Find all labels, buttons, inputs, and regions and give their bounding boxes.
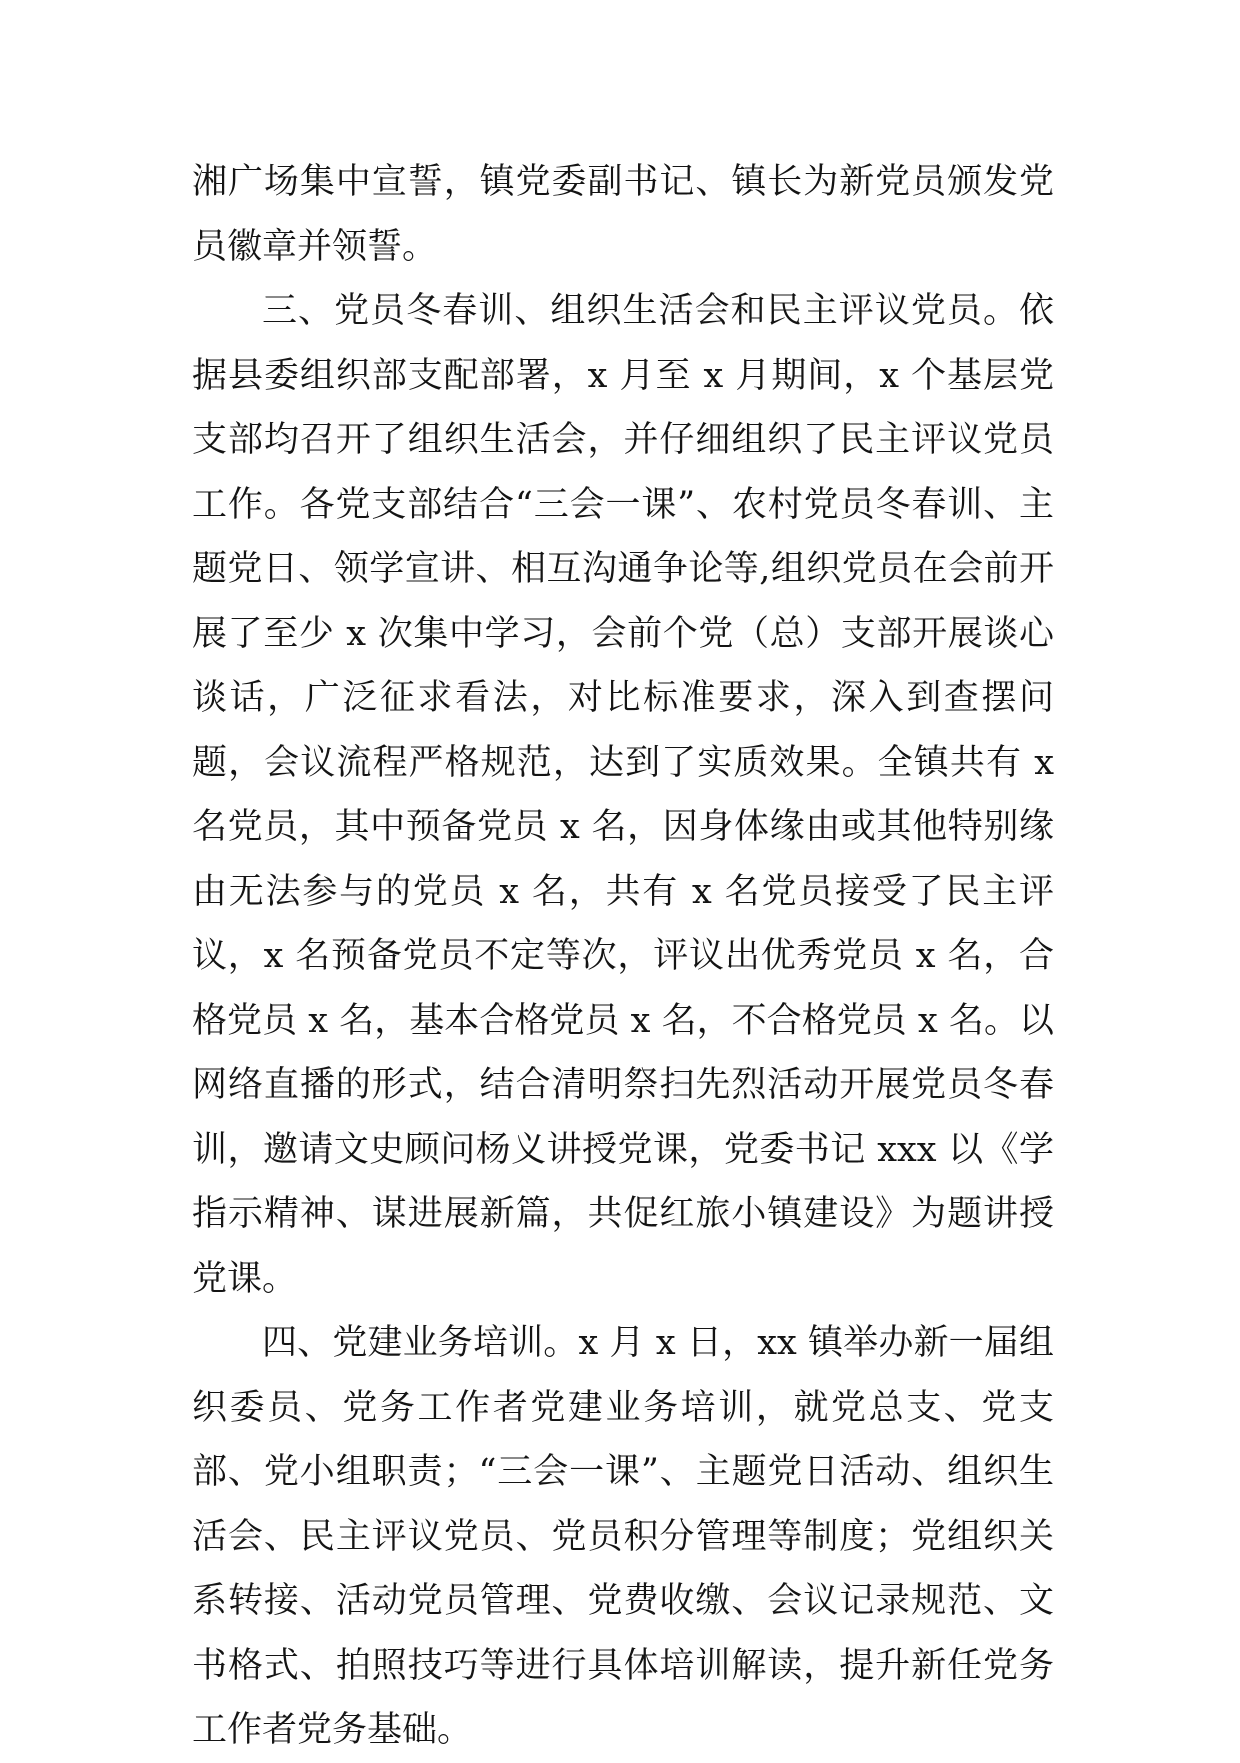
body-text [192, 150, 1054, 1763]
paragraph-section-four: 四、党建业务培训。x 月 x 日，xx 镇举办新一届组织委员、党务工作者党建业务培训，就党总支、党支部、党小组职责；“三会一课”、主题党日活动、组织生活会、民主评议党员、党员积分管理等制度；党组织关系转接、活动党员管理、党费收缴、会议记录规范、文书格式、拍照技巧等进行具体培训解读，提升新任党务工作者党务基础。 [192, 1323, 1054, 1750]
paragraph-section-three: 三、党员冬春训、组织生活会和民主评议党员。依据县委组织部支配部署，x 月至 x 月期间，x 个基层党支部均召开了组织生活会，并仔细组织了民主评议党员工作。各党支部结合“三会一课”、农村党员冬春训、主题党日、领学宣讲、相互沟通争论等,组织党员在会前开展了至少 x 次集中学习，会前个党（总）支部开展谈心谈话，广泛征求看法，对比标准要求，深入到查摆问题，会议流程严格规范，达到了实质效果。全镇共有 x 名党员，其中预备党员 x 名，因身体缘由或其他特别缘由无法参与的党员 x 名，共有 x 名党员接受了民主评议，x 名预备党员不定等次，评议出优秀党员 x 名，合格党员 x 名，基本合格党员 x 名，不合格党员 x 名。以网络直播的形式，结合清明祭扫先烈活动开展党员冬春训，邀请文史顾问杨义讲授党课，党委书记 xxx 以《学指示精神、谋进展新篇，共促红旅小镇建设》为题讲授党课。 [192, 291, 1054, 1299]
paragraph-continuation: 湘广场集中宣誓，镇党委副书记、镇长为新党员颁发党员徽章并领誓。 [192, 162, 1054, 267]
